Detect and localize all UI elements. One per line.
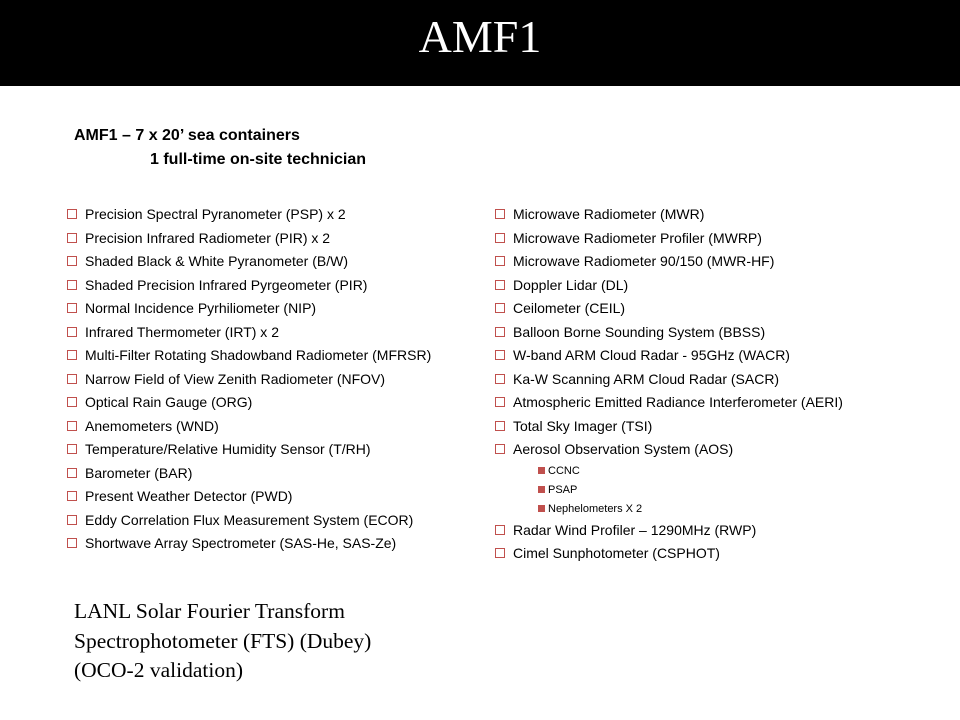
checkbox-bullet-icon — [67, 444, 77, 454]
checkbox-bullet-icon — [495, 548, 505, 558]
lanl-fts-note — [74, 597, 514, 686]
square-bullet-icon — [538, 467, 545, 474]
list-item: Normal Incidence Pyrhiliometer (NIP) — [64, 299, 474, 317]
list-item: Total Sky Imager (TSI) — [492, 417, 912, 435]
list-item: Microwave Radiometer Profiler (MWRP) — [492, 229, 912, 247]
checkbox-bullet-icon — [67, 491, 77, 501]
list-item: Balloon Borne Sounding System (BBSS) — [492, 323, 912, 341]
note-line: (OCO-2 validation) — [74, 658, 243, 682]
list-item: Barometer (BAR) — [64, 464, 474, 482]
square-bullet-icon — [538, 486, 545, 493]
list-item: Microwave Radiometer 90/150 (MWR-HF) — [492, 252, 912, 270]
checkbox-bullet-icon — [495, 327, 505, 337]
checkbox-bullet-icon — [495, 421, 505, 431]
list-item: Multi-Filter Rotating Shadowband Radiometer (MFRSR) — [64, 346, 474, 364]
checkbox-bullet-icon — [495, 444, 505, 454]
checkbox-bullet-icon — [67, 327, 77, 337]
subtitle-line-2: 1 full-time on-site technician — [150, 151, 367, 168]
list-item: Microwave Radiometer (MWR) — [492, 205, 912, 223]
list-item: Optical Rain Gauge (ORG) — [64, 393, 474, 411]
title-bar — [0, 0, 960, 86]
list-item: Infrared Thermometer (IRT) x 2 — [64, 323, 474, 341]
list-item: Temperature/Relative Humidity Sensor (T/RH) — [64, 440, 474, 458]
checkbox-bullet-icon — [495, 209, 505, 219]
list-item: Shaded Precision Infrared Pyrgeometer (PIR) — [64, 276, 474, 294]
checkbox-bullet-icon — [67, 515, 77, 525]
note-line: Spectrophotometer (FTS) (Dubey) — [74, 628, 372, 653]
checkbox-bullet-icon — [67, 350, 77, 360]
list-item: Cimel Sunphotometer (CSPHOT) — [492, 544, 912, 562]
checkbox-bullet-icon — [67, 256, 77, 266]
sub-list-item: PSAP — [492, 483, 912, 497]
list-item: Doppler Lidar (DL) — [492, 276, 912, 294]
list-item: Atmospheric Emitted Radiance Interferometer (AERI) — [492, 393, 912, 411]
checkbox-bullet-icon — [495, 350, 505, 360]
list-item: Ceilometer (CEIL) — [492, 299, 912, 317]
checkbox-bullet-icon — [67, 468, 77, 478]
list-item: W-band ARM Cloud Radar - 95GHz (WACR) — [492, 346, 912, 364]
checkbox-bullet-icon — [67, 209, 77, 219]
list-item: Anemometers (WND) — [64, 417, 474, 435]
list-item: Ka-W Scanning ARM Cloud Radar (SACR) — [492, 370, 912, 388]
list-item: Narrow Field of View Zenith Radiometer (NFOV) — [64, 370, 474, 388]
list-item: Present Weather Detector (PWD) — [64, 487, 474, 505]
list-item: Radar Wind Profiler – 1290MHz (RWP) — [492, 521, 912, 539]
square-bullet-icon — [538, 505, 545, 512]
checkbox-bullet-icon — [495, 256, 505, 266]
checkbox-bullet-icon — [495, 233, 505, 243]
sub-list-item: Nephelometers X 2 — [492, 502, 912, 516]
instrument-list-left — [64, 205, 474, 558]
list-item: Precision Infrared Radiometer (PIR) x 2 — [64, 229, 474, 247]
list-item: Precision Spectral Pyranometer (PSP) x 2 — [64, 205, 474, 223]
checkbox-bullet-icon — [67, 374, 77, 384]
checkbox-bullet-icon — [495, 303, 505, 313]
list-item: Aerosol Observation System (AOS) — [492, 440, 912, 458]
checkbox-bullet-icon — [495, 280, 505, 290]
list-item: Eddy Correlation Flux Measurement System (ECOR) — [64, 511, 474, 529]
sub-list-item: CCNC — [492, 464, 912, 478]
checkbox-bullet-icon — [67, 397, 77, 407]
checkbox-bullet-icon — [67, 421, 77, 431]
checkbox-bullet-icon — [495, 397, 505, 407]
checkbox-bullet-icon — [495, 374, 505, 384]
subtitle-line-1: AMF1 – 7 x 20’ sea containers — [74, 127, 300, 144]
list-item: Shaded Black & White Pyranometer (B/W) — [64, 252, 474, 270]
checkbox-bullet-icon — [495, 525, 505, 535]
checkbox-bullet-icon — [67, 233, 77, 243]
instrument-list-right — [492, 205, 912, 568]
note-line: LANL Solar Fourier Transform — [74, 599, 345, 623]
checkbox-bullet-icon — [67, 280, 77, 290]
list-item: Shortwave Array Spectrometer (SAS-He, SAS-Ze) — [64, 534, 474, 552]
checkbox-bullet-icon — [67, 538, 77, 548]
slide-title: AMF1 — [418, 11, 542, 62]
checkbox-bullet-icon — [67, 303, 77, 313]
